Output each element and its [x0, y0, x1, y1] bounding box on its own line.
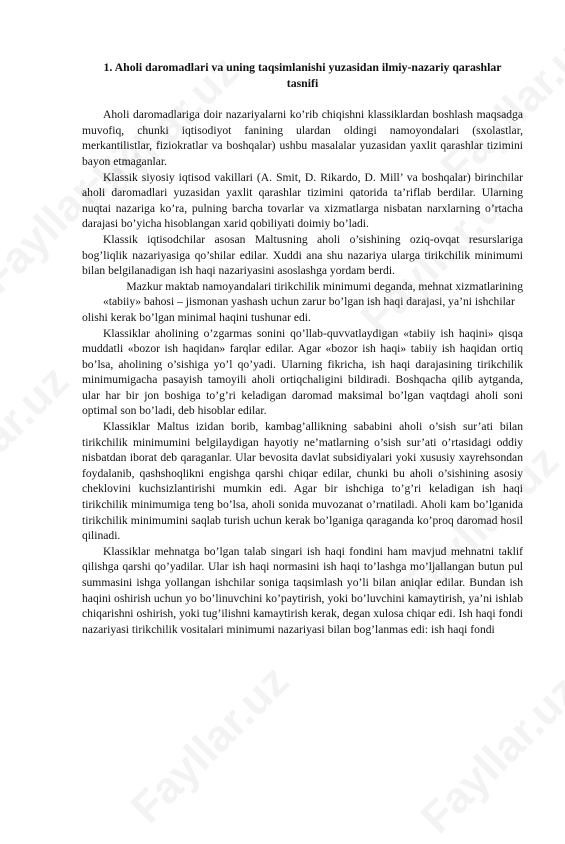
quote-rest: «tabiiy» bahosi – jismonan yashash uchun zarur bo’lgan ish haqi darajasi, ya’ni ishchilar olishi kerak bo’lgan minimal haqini tushunar edi.: [82, 295, 515, 324]
paragraph: Klassiklar mehnatga bo’lgan talab singari ish haqi fondini ham mavjud mehnatni taklif qilishga qarshi qo’yadilar. Ular ish haqi normasini ish haqi to’lashga mo’ljallangan butun pul summasini ishga yollangan ishchilar soniga taqsimlash yo’li bilan aniqlar edilar. Bundan ish haqini oshirish uchun yo bo’linuvchini ko’paytirish, yoki bo’luvchini kamaytirish, ya’ni ishlab chiqarishni oshirish, yoki tug’ilishni kamaytirish kerak, degan xulosa chiqar edi. Ish haqi fondi nazariyasi tirikchilik vositalari minimumi nazariyasi bilan bog’lanmas edi: ish haqi fondi: [82, 544, 523, 636]
paragraph: Klassiklar Maltus izidan borib, kambag’allikning sababini aholi o’sish sur’ati bilan tirikchilik minimumini belgilaydigan hayotiy ne’matlarning o’sish sur’ati o’rtasidagi oddiy nisbatdan iborat deb qaraganlar. Ular bevosita davlat subsidiyalari yoki xususiy xayrehsondan foydalanib, qashshoqlikni engishga qarshi chiqar edilar, chunki bu aholi o’sishining asosiy cheklovini kuchsizlantirishi mumkin edi. Agar bir ishchiga to’g’ri keladigan ish haqi tirikchilik minimumiga teng bo’lsa, aholi sonida muvozanat o’rnatiladi. Aholi kam bo’lganida tirikchilik minimumini saqlab turish uchun kerak bo’lganiga qaraganda ko’proq daromad hosil qilinadi.: [82, 420, 523, 543]
paragraph: Klassik iqtisodchilar asosan Maltusning aholi o’sishining oziq-ovqat resurslariga bog’liqlik nazariyasiga qo’shilar edilar. Xuddi ana shu nazariya ularga tirikchilik minimumi bilan belgilanadigan ish haqi nazariyasini asoslashga yordam berdi.: [82, 232, 523, 278]
paragraph: Klassik siyosiy iqtisod vakillari (A. Smit, D. Rikardo, D. Mill’ va boshqalar) birinchilar aholi daromadlari yuzasidan yaxlit qarashlar tizimini qatorida ta’riflab berdilar. Ularning nuqtai nazariga ko’ra, pulning barcha tovarlar va xizmatlarga nisbatan narxlarning o’rtacha darajasi bo’yicha hisoblangan xarid qobiliyati doimiy bo’ladi.: [82, 170, 523, 231]
watermark-text: [0, 356, 79, 533]
quote-lead-line: Mazkur maktab namoyandalari tirikchilik minimumi deganda, mehnat xizmatlarining: [126, 279, 523, 293]
watermark-text: [122, 656, 299, 833]
watermark-text: [412, 666, 565, 843]
document-page: [82, 60, 523, 637]
section-title: 1. Aholi daromadlari va uning taqsimlanishi yuzasidan ilmiy-nazariy qarashlar tasnifi: [103, 60, 502, 90]
paragraph: Klassiklar aholining o’zgarmas sonini qo’llab-quvvatlaydigan «tabiiy ish haqini» qisqa muddatli «bozor ish haqidan» farqlar edilar. Agar «bozor ish haqi» tabiiy ish haqidan ortiq bo’lsa, aholining o’sishiga yo’l qo’yadi. Ularning fikricha, ish haqi darajasining tirikchilik minimumigacha pasayish tamoyili aholi ortiqchaligini bildiradi. Boshqacha qilib aytganda, ular har bir jon boshiga to’g’ri keladigan daromad maksimal bo’lgan vaqtdagi aholi soni optimal son bo’ladi, deb hisoblar edilar.: [82, 326, 523, 418]
paragraph: Aholi daromadlariga doir nazariyalarni ko’rib chiqishni klassiklardan boshlash maqsadga muvofiq, chunki iqtisodiyot fanining ulardan oldingi namoyondalari (sxolastlar, merkantilistlar, fiziokratlar va boshqalar) ushbu masalalar yuzasidan yaxlit qarashlar tizimini bayon etmaganlar.: [82, 108, 523, 168]
